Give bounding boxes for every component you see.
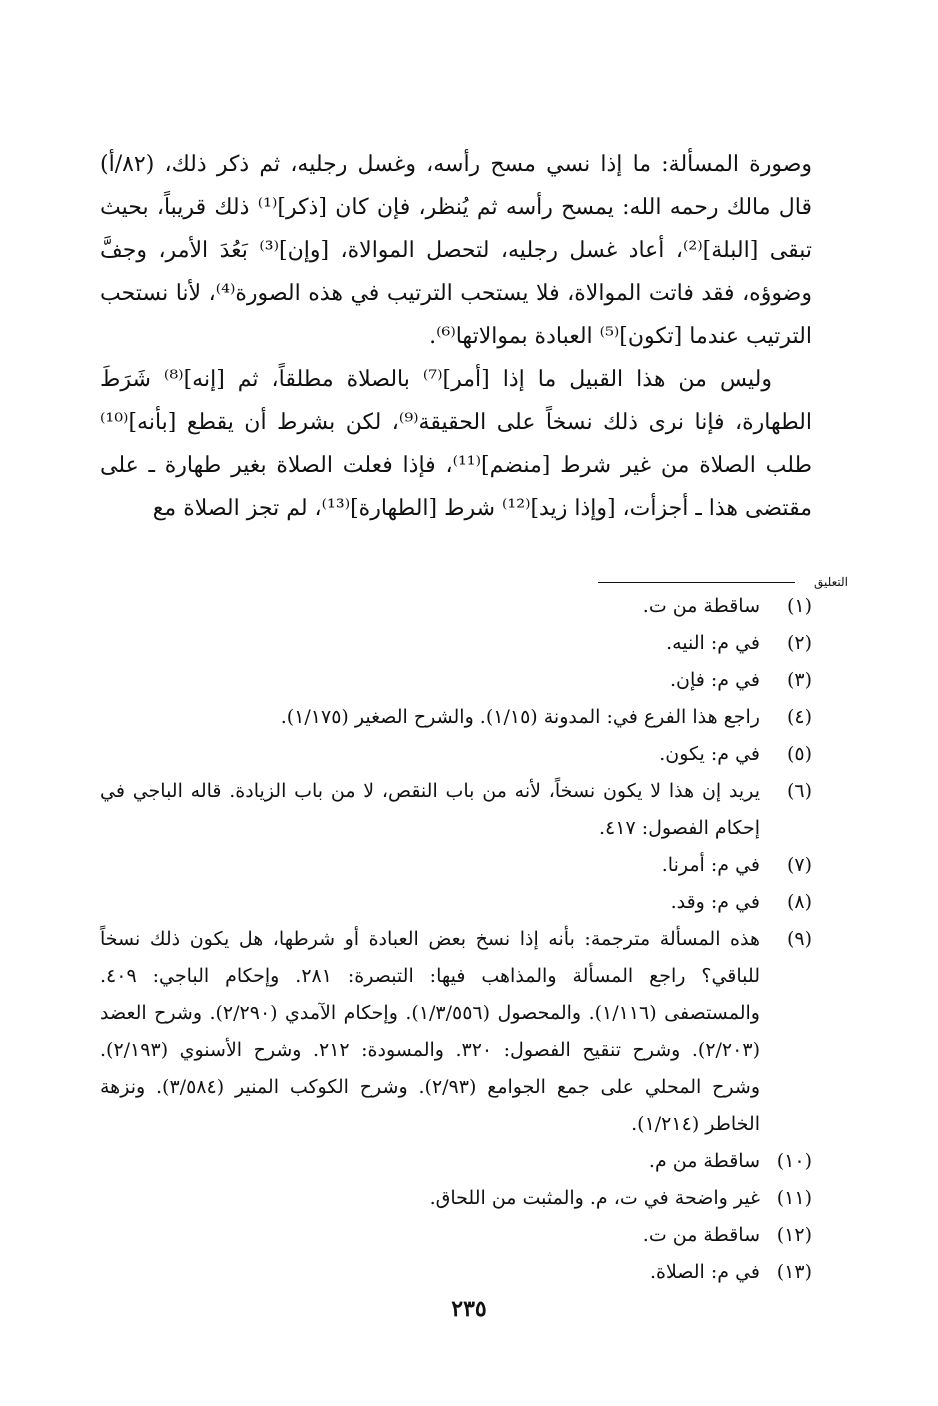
footnote <box>100 847 812 884</box>
footnote-number: (٨) <box>786 891 812 913</box>
footnote <box>100 1217 812 1254</box>
footnote <box>100 773 812 847</box>
footnote-text: يريد إن هذا لا يكون نسخاً، لأنه من باب النقص، لا من باب الزيادة. قاله الباجي في إحكام الفصول: ٤١٧. <box>100 780 760 839</box>
footnote-text: هذه المسألة مترجمة: بأنه إذا نسخ بعض العبادة أو شرطها، هل يكون ذلك نسخاً للباقي؟ راجع المسألة والمذاهب فيها: التبصرة: ٢٨١. وإحكام الباجي: ٤٠٩. والمستصفى (١/١١٦). والمحصول (١/٣/٥٥٦). وإحكام الآمدي (٢/٢٩٠). وشرح العضد (٢/٢٠٣). وشرح تنقيح الفصول: ٣٢٠. والمسودة: ٢١٢. وشرح الأسنوي (٢/١٩٣). وشرح المحلي على جمع الجوامع (٢/٩٣). وشرح الكوكب المنير (٣/٥٨٤). ونزهة الخاطر (١/٢١٤). <box>100 928 760 1135</box>
footnote <box>100 1254 812 1291</box>
footnote <box>100 662 812 699</box>
footnote-number: (٤) <box>786 706 812 728</box>
footnote <box>100 884 812 921</box>
footnote-text: ساقطة من م. <box>648 1150 760 1172</box>
footnote <box>100 1143 812 1180</box>
paragraph: وليس من هذا القبيل ما إذا [أمر]⁽⁷⁾ بالصلاة مطلقاً، ثم [إنه]⁽⁸⁾ شَرَطَ الطهارة، فإنا نرى ذلك نسخاً على الحقيقة⁽⁹⁾، لكن بشرط أن يقطع [بأنه]⁽¹⁰⁾ طلب الصلاة من غير شرط [منضم]⁽¹¹⁾، فإذا فعلت الصلاة بغير طهارة ـ على مقتضى هذا ـ أجزأت، [وإذا زيد]⁽¹²⁾ شرط [الطهارة]⁽¹³⁾، لم تجز الصلاة مع <box>100 367 812 521</box>
footnote-number: (١٠) <box>776 1150 812 1172</box>
footnote-number: (٥) <box>786 743 812 765</box>
footnote-text: في م: وقد. <box>670 891 760 913</box>
footnotes-list <box>100 588 812 1291</box>
footnote-number: (١٣) <box>776 1261 812 1283</box>
page-number: ٢٣٥ <box>451 1296 487 1322</box>
footnote <box>100 699 812 736</box>
footnote-text: في م: النيه. <box>666 632 760 654</box>
footnote-number: (٧) <box>786 854 812 876</box>
footnote-text: في م: يكون. <box>659 743 760 765</box>
footnote-text: راجع هذا الفرع في: المدونة (١/١٥). والشرح الصغير (١/١٧٥). <box>280 706 760 728</box>
main-text <box>100 143 812 530</box>
footnote <box>100 1180 812 1217</box>
footnote-text: في م: أمرنا. <box>661 854 760 876</box>
paragraph: وصورة المسألة: ما إذا نسي مسح رأسه، وغسل رجليه، ثم ذكر ذلك، (٨٢/أ) قال مالك رحمه الله: يمسح رأسه ثم يُنظر، فإن كان [ذكر]⁽¹⁾ ذلك قريباً، بحيث تبقى [البلة]⁽²⁾، أعاد غسل رجليه، لتحصل الموالاة، [وإن]⁽³⁾ بَعُدَ الأمر، وجفَّ وضوؤه، فقد فاتت الموالاة، فلا يستحب الترتيب في هذه الصورة⁽⁴⁾، لأنا نستحب الترتيب عندما [تكون]⁽⁵⁾ العبادة بموالاتها⁽⁶⁾. <box>100 152 813 349</box>
footnote <box>100 588 812 625</box>
footnote-number: (١) <box>786 595 812 617</box>
footnote-text: في م: الصلاة. <box>649 1261 760 1283</box>
footnote-number: (٣) <box>786 669 812 691</box>
footnote <box>100 625 812 662</box>
footnote-number: (٢) <box>786 632 812 654</box>
footnotes-label: التعليق <box>813 575 848 589</box>
footnote-number: (٦) <box>786 780 812 802</box>
footnote <box>100 736 812 773</box>
footnote-text: في م: فإن. <box>669 669 760 691</box>
footnote <box>100 921 812 1143</box>
footnote-text: غير واضحة في ت، م. والمثبت من اللحاق. <box>429 1187 760 1209</box>
footnote-number: (٩) <box>786 928 812 950</box>
footnote-number: (١١) <box>776 1187 812 1209</box>
separator-line <box>598 582 795 583</box>
footnote-text: ساقطة من ت. <box>642 1224 760 1246</box>
footnote-number: (١٢) <box>776 1224 812 1246</box>
footnote-text: ساقطة من ت. <box>642 595 760 617</box>
